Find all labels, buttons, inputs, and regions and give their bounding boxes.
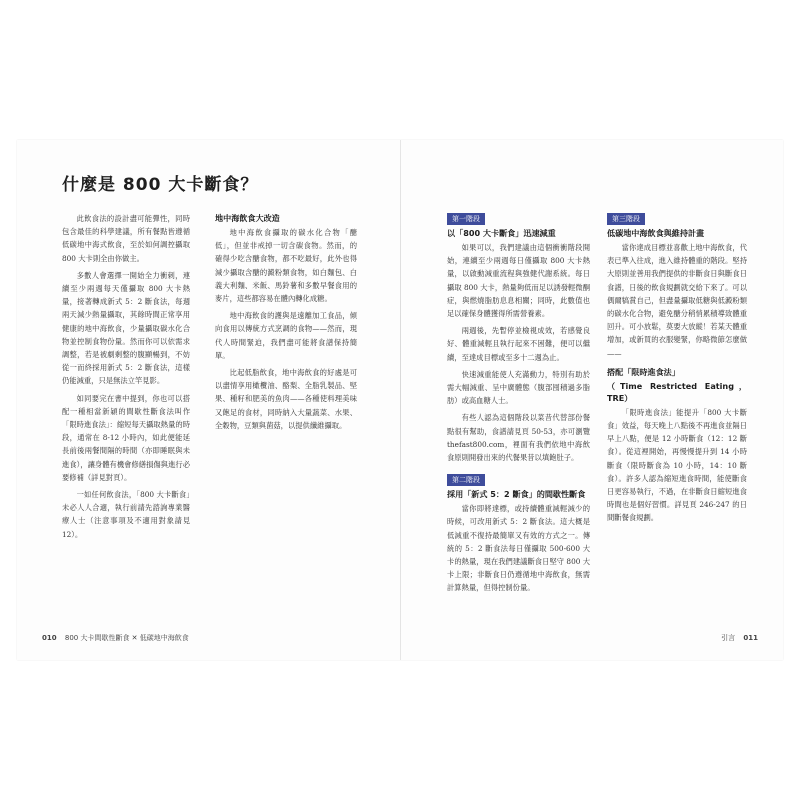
- phase2-heading: 採用「新式 5：2 斷食」的間歇性斷食: [447, 489, 586, 500]
- right-page-number: 011: [743, 634, 758, 642]
- right-footer: [721, 633, 764, 643]
- phase3-tag: 第三階段: [607, 213, 645, 225]
- book-gutter: [400, 140, 401, 660]
- paragraph: 如果可以，我們建議由這個衝衝階段開始，連續至少兩週每日僅攝取 800 大卡熱量，以啟動減重流程與強健代謝系統。每日攝取 800 大卡，熱量夠低而足以誘發輕微酮症，與燃燒脂肪息息相關；同時，此數值也足以確保身體獲得所需營養素。: [447, 243, 590, 319]
- paragraph: 一如任何飲食法，「800 大卡斷食」未必人人合適，執行前請先諮詢專業醫療人士（注意事項及不適用對象請見 12）。: [62, 490, 190, 539]
- left-page-number: 010: [42, 634, 57, 642]
- paragraph: 如同要完在書中提到，你也可以搭配一種相當新穎的間歇性斷食法叫作「限時進食法」：縮短每天攝取熱量的時段，通常在 8-12 小時內，如此便能延長前後兩餐間隔的時間（亦即睡眠與未進食），讓身體有機會修繕損傷與進行必要修補（詳見對頁）。: [62, 393, 190, 482]
- tre-heading: 搭配「限時進食法」: [607, 366, 680, 377]
- phase1-tag: 第一階段: [447, 213, 485, 225]
- paragraph: 地中海飲食的護與是遠離加工食品，傾向食用以傳統方式烹調的食物——然而，現代人時間緊迫，我們盡可能將食譜保持簡單。: [215, 311, 357, 360]
- phase3-heading: 低碳地中海飲食與維持計畫: [607, 228, 705, 238]
- paragraph: 地中海飲食攝取的碳水化合物「醣低」，但並非戒掉一切含碳食物。然而，的確得少吃含醣食物，都不吃最好，此外也得減少攝取含醣的澱粉類食物，如白麵包、白義大利麵、米飯、馬鈴薯和多數早餐食用的麥片，這些都容易在體內轉化成糖。: [215, 228, 357, 304]
- paragraph: 此飲食法的設計盡可能彈性，同時包含最佳的科學建議，所有餐點皆遵循低碳地中海式飲食，至於如何調控攝取 800 大卡則全由你做主。: [62, 214, 190, 263]
- left-column-2: [215, 212, 357, 436]
- section-heading: 地中海飲食大改造: [215, 213, 280, 223]
- phase2-tag: 第二階段: [447, 474, 485, 486]
- page-title: 什麼是 800 大卡斷食？: [62, 175, 259, 195]
- right-column-1: [447, 212, 590, 599]
- paragraph: 有些人認為這個階段以菜昔代替部份餐點很有幫助，食譜請見頁 50-53，亦可瀏覽 thefast800.com，裡面有我們依地中海飲食原則開發出來的代餐果昔以填飽肚子。: [447, 413, 590, 463]
- left-footer: [36, 633, 189, 643]
- paragraph: 當你即將達標，或持續體重減輕減少的時候，可改用新式 5：2 斷食法。這大概是低減重不復持最簡單又有效的方式之一。傳統的 5：2 斷食法每日僅攝取 500-600 大卡的熱量，現在我們建議斷食日堅守 800 大卡上限；非斷食日仍遵循地中海飲食，無需計算熱量，但得控制份量。: [447, 504, 590, 593]
- paragraph: 「限時進食法」能提升「800 大卡斷食」效益，每天晚上八點後不再進食並隔日早上八點，便是 12 小時斷食（12：12 斷食）。從這裡開始，再慢慢提升到 14 小時斷食（限時斷食為 10 小時，14：10 斷食）。許多人認為縮短進食時間，能使斷食日更容易執行，不過，在非斷食日縮短進食時間也是個好習慣。詳見頁 246-247 的日間斷餐食規劃。: [607, 407, 747, 523]
- right-column-2: [607, 212, 747, 529]
- phase1-heading: 以「800 大卡斷食」迅速減重: [447, 228, 556, 238]
- right-running-title: 引言: [721, 634, 736, 642]
- paragraph: 快速減重能使人充滿動力，特別有助於需大幅減重、呈中廣體態（腹部囤積過多脂肪）或高血糖人士。: [447, 369, 590, 406]
- paragraph: 多數人會選擇一開始全力衝刺，連續至少兩週每天僅攝取 800 大卡熱量，接著轉成新式 5：2 斷食法，每週兩天減少熱量攝取，其餘時間正常享用健康的地中海飲食，少量攝取碳水化合物並控制食物份量。然而你可以依需求調整，若是被劇剩整的腹顯暢到，不妨從一而終採用新式 5：2 斷食法，這樣仍能減重，只是無法立竿見影。: [62, 270, 190, 386]
- tre-subheading: （Time Restricted Eating，TRE）: [607, 380, 747, 403]
- paragraph: 兩週後，先暫停並檢視成效，若感覺良好、體重減輕且執行起來不困難，便可以繼續，至達成目標或至多十二週為止。: [447, 326, 590, 362]
- left-column-1: [62, 212, 190, 545]
- left-running-title: 800 大卡間歇性斷食 ✕ 低碳地中海飲食: [64, 634, 189, 642]
- paragraph: 比起低脂飲食，地中海飲食的好處是可以盡情享用橄欖油、酪梨、全脂乳製品、堅果、種籽和肥美的魚肉——各種使料理美味又飽足的食材，同時納入大量蔬菜、水果、全穀物，豆類與菌菇，以提供纖維攝取。: [215, 368, 357, 430]
- paragraph: 當你達成目標並喜歡上地中海飲食，代表已準入往成，進入維持體重的階段。堅持大原則並善用我們提供的非斷食日與斷食日食譜，日後的飲食規劃就交給下來了。可以偶爾犒賞自己，但盡量攝取低糖與低澱粉類的碳水化合物，避免醣分稍悄累積導致體重回升。可小放鬆，莫要大放縱！若某天體重增加，或新買的衣服變緊，你略微節怎麼做——: [607, 243, 747, 358]
